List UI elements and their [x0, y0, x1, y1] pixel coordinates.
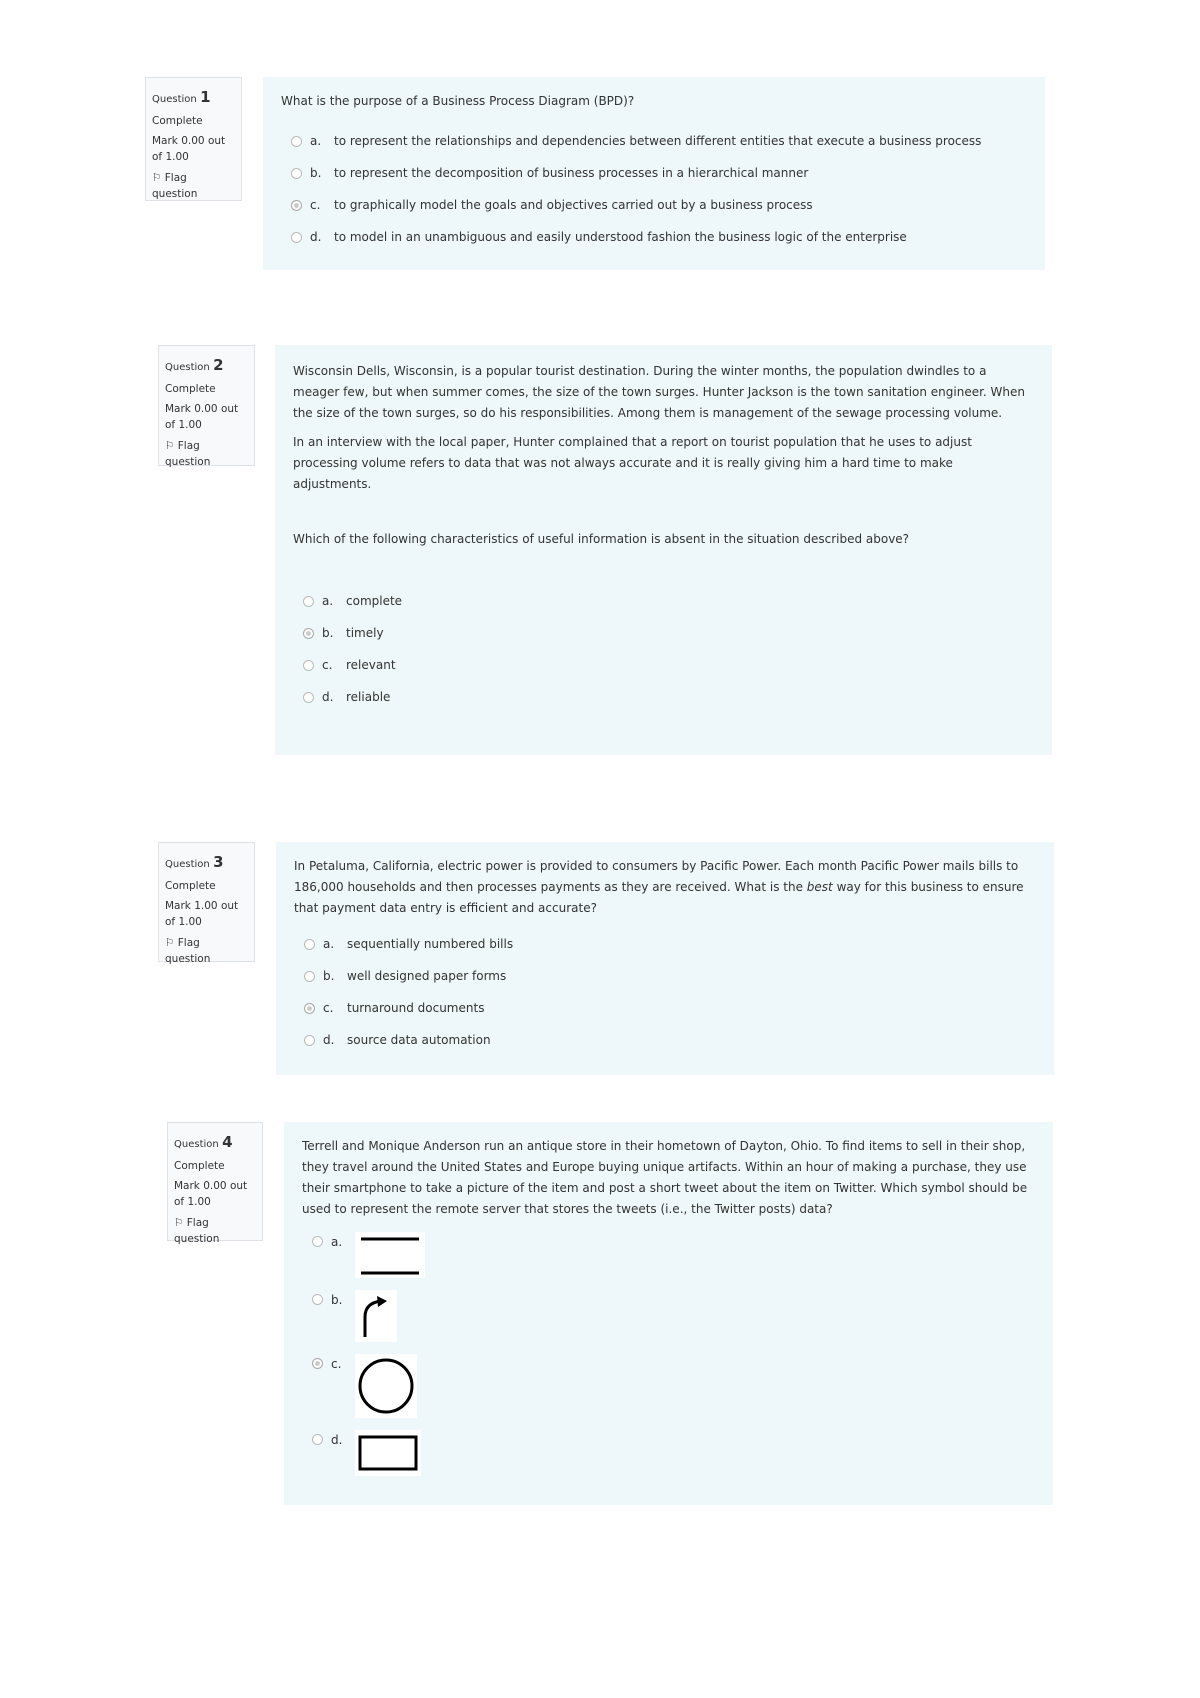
flag-icon: ⚐	[165, 936, 175, 949]
option-letter: b.	[331, 1293, 343, 1307]
question-number: 2	[213, 356, 224, 374]
radio-button[interactable]	[312, 1236, 323, 1247]
answer-option[interactable]	[291, 162, 1027, 184]
question-text-part: way for this business to ensure that payment data entry is efficient and accurate?	[294, 880, 1024, 915]
answer-option[interactable]	[291, 226, 1027, 248]
question-info	[158, 345, 255, 466]
question-state: Complete	[174, 1159, 225, 1172]
option-text: well designed paper forms	[347, 968, 507, 983]
radio-button[interactable]	[304, 939, 315, 950]
question-state: Complete	[152, 114, 203, 127]
question-state: Complete	[165, 382, 216, 395]
option-text: turnaround documents	[347, 1000, 485, 1015]
option-letter: b.	[310, 165, 322, 180]
question-label: Question	[152, 94, 197, 105]
option-letter: d.	[323, 1032, 335, 1047]
question-mark: Mark 1.00 out of 1.00	[165, 900, 239, 928]
option-text: timely	[346, 625, 384, 640]
answer-option[interactable]	[304, 997, 1036, 1019]
question-text	[294, 856, 1036, 919]
answer-option[interactable]	[312, 1430, 1035, 1476]
question-text: Wisconsin Dells, Wisconsin, is a popular tourist destination. During the winter months, the population dwindles to a meager few, but when summer comes, the size of the town surges. Hunter Jackson is the town sanitation engineer. When the size of the town surges, so do his responsibilities. Among them is management of the sewage processing volume.	[293, 364, 1026, 420]
radio-button-selected[interactable]	[312, 1358, 323, 1369]
data-store-symbol	[355, 1232, 425, 1278]
question-text: What is the purpose of a Business Process Diagram (BPD)?	[281, 94, 635, 108]
option-letter: a.	[322, 593, 334, 608]
question-info	[167, 1122, 263, 1245]
option-letter: c.	[323, 1000, 334, 1015]
radio-button[interactable]	[303, 596, 314, 607]
option-text: reliable	[346, 689, 391, 704]
question-label: Question	[174, 1139, 219, 1150]
option-letter: d.	[331, 1433, 343, 1447]
flag-icon: ⚐	[165, 439, 175, 452]
question-number: 4	[222, 1133, 233, 1151]
radio-button[interactable]	[304, 1035, 315, 1046]
radio-button[interactable]	[304, 971, 315, 982]
question-content	[275, 345, 1052, 755]
answer-option[interactable]	[304, 965, 1036, 987]
flag-question-link[interactable]	[174, 1216, 256, 1248]
radio-button[interactable]	[303, 692, 314, 703]
question-text-part: In Petaluma, California, electric power is provided to consumers by Pacific Power. Each month Pacific Power mails bills to 186,000 households and then processes payments as they are received. What is the	[294, 859, 1019, 894]
answer-option[interactable]	[291, 194, 1027, 216]
question-content	[263, 77, 1045, 270]
question-info	[158, 842, 255, 965]
option-text: complete	[346, 593, 403, 608]
answer-option[interactable]	[304, 933, 1036, 955]
option-text: to represent the relationships and dependencies between different entities that execute a business process	[334, 133, 982, 148]
circle-symbol	[355, 1354, 417, 1418]
question-label: Question	[165, 859, 210, 870]
question-content	[276, 842, 1054, 1075]
option-text: relevant	[346, 657, 396, 672]
option-text: sequentially numbered bills	[347, 936, 514, 951]
question-number: 3	[213, 853, 224, 871]
radio-button[interactable]	[291, 136, 302, 147]
radio-button[interactable]	[291, 168, 302, 179]
question-mark: Mark 0.00 out of 1.00	[174, 1180, 248, 1208]
flag-label: Flag question	[165, 439, 211, 468]
option-text: to represent the decomposition of business processes in a hierarchical manner	[334, 165, 809, 180]
radio-button[interactable]	[312, 1294, 323, 1305]
question-content	[284, 1122, 1053, 1505]
question-text: In an interview with the local paper, Hunter complained that a report on tourist population that he uses to adjust processing volume refers to data that was not always accurate and it is really giving him a hard time to make adjustments.	[293, 435, 972, 491]
flag-icon: ⚐	[174, 1216, 184, 1229]
option-letter: c.	[310, 197, 321, 212]
emphasis-text: best	[806, 880, 833, 894]
option-letter: d.	[322, 689, 334, 704]
answer-option[interactable]	[303, 622, 1034, 644]
question-mark: Mark 0.00 out of 1.00	[152, 135, 226, 163]
flag-label: Flag question	[165, 936, 211, 965]
question-number: 1	[200, 88, 211, 106]
flag-question-link[interactable]	[165, 936, 248, 968]
answer-option[interactable]	[291, 130, 1027, 152]
answer-option[interactable]	[303, 686, 1034, 708]
option-letter: c.	[331, 1357, 342, 1371]
option-letter: c.	[322, 657, 333, 672]
answer-option[interactable]	[312, 1290, 1035, 1342]
option-text: to model in an unambiguous and easily understood fashion the business logic of the enterprise	[334, 229, 907, 244]
option-text: source data automation	[347, 1032, 491, 1047]
answer-option[interactable]	[303, 654, 1034, 676]
option-letter: a.	[310, 133, 322, 148]
radio-button[interactable]	[312, 1434, 323, 1445]
question-label: Question	[165, 362, 210, 373]
option-text: to graphically model the goals and objectives carried out by a business process	[334, 197, 813, 212]
option-letter: a.	[331, 1235, 343, 1249]
flag-question-link[interactable]	[152, 171, 235, 203]
radio-button[interactable]	[291, 232, 302, 243]
rectangle-symbol	[355, 1430, 421, 1476]
answer-option[interactable]	[304, 1029, 1036, 1051]
flag-label: Flag question	[152, 171, 198, 200]
answer-option[interactable]	[303, 590, 1034, 612]
option-letter: b.	[322, 625, 334, 640]
option-letter: a.	[323, 936, 335, 951]
question-text: Terrell and Monique Anderson run an antique store in their hometown of Dayton, Ohio. To find items to sell in their shop, they travel around the United States and Europe buying unique artifacts. Within an hour of making a purchase, they use their smartphone to take a picture of the item and post a short tweet about the item on Twitter. Which symbol should be used to represent the remote server that stores the tweets (i.e., the Twitter posts) data?	[302, 1139, 1028, 1216]
flag-icon: ⚐	[152, 171, 162, 184]
question-mark: Mark 0.00 out of 1.00	[165, 403, 239, 431]
radio-button-selected[interactable]	[291, 200, 302, 211]
curved-arrow-symbol	[355, 1290, 397, 1342]
radio-button-selected[interactable]	[304, 1003, 315, 1014]
flag-question-link[interactable]	[165, 439, 248, 471]
flag-label: Flag question	[174, 1216, 220, 1245]
option-letter: b.	[323, 968, 335, 983]
answer-option[interactable]	[312, 1232, 1035, 1278]
question-state: Complete	[165, 879, 216, 892]
option-letter: d.	[310, 229, 322, 244]
answer-option[interactable]	[312, 1354, 1035, 1418]
question-text: Which of the following characteristics of useful information is absent in the situation described above?	[293, 532, 910, 546]
radio-button[interactable]	[303, 660, 314, 671]
radio-button-selected[interactable]	[303, 628, 314, 639]
question-info	[145, 77, 242, 201]
